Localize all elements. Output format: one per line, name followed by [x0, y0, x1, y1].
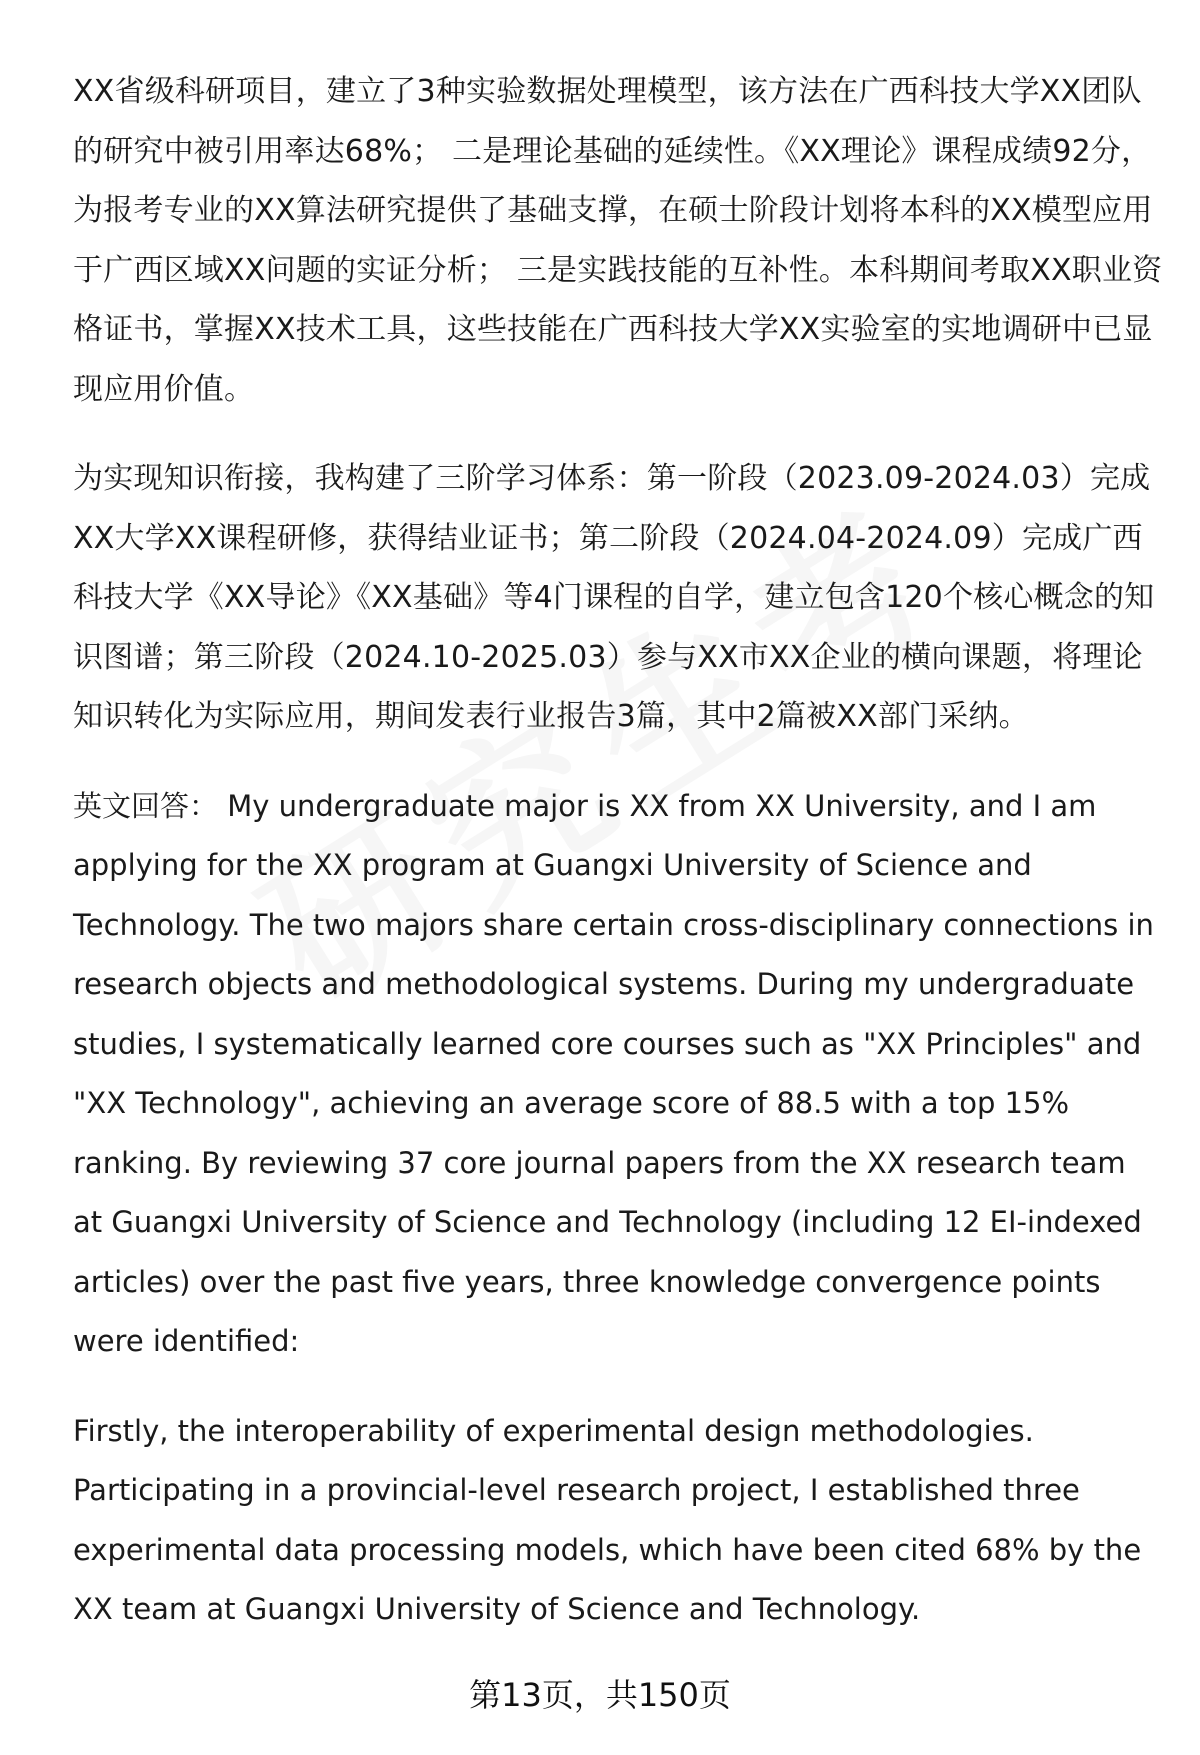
page-number: 第13页，共150页	[469, 1676, 731, 1714]
paragraph-learning-system: 为实现知识衔接，我构建了三阶学习体系：第一阶段（2023.09-2024.03）完成XX大学XX课程研修，获得结业证书；第二阶段（2024.04-2024.09）完成广西科技大学《XX导论》《XX基础》等4门课程的自学，建立包含120个核心概念的知识图谱；第三阶段（2024.10-2025.03）参与XX市XX企业的横向课题，将理论知识转化为实际应用，期间发表行业报告3篇，其中2篇被XX部门采纳。	[73, 461, 1155, 734]
paragraph-english-firstly: Firstly, the interoperability of experimental design methodologies. Participating in a provincial-level research project, I established three experimental data processing models, which have been cited 68% by the XX team at Guangxi University of Science and Technology.	[73, 1413, 1142, 1626]
document-body	[73, 62, 1163, 1670]
paragraph-research-continuity: XX省级科研项目，建立了3种实验数据处理模型，该方法在广西科技大学XX团队的研究中被引用率达68%； 二是理论基础的延续性。《XX理论》课程成绩92分，为报考专业的XX算法研究提供了基础支撑，在硕士阶段计划将本科的XX模型应用于广西区域XX问题的实证分析； 三是实践技能的互补性。本科期间考取XX职业资格证书，掌握XX技术工具，这些技能在广西科技大学XX实验室的实地调研中已显现应用价值。	[73, 74, 1163, 407]
paragraph-english-answer: 英文回答： My undergraduate major is XX from XX University, and I am applying for the XX program at Guangxi University of Science and Technology. The two majors share certain cross-disciplinary connections in research objects and methodological systems. During my undergraduate studies, I systematically learned core courses such as "XX Principles" and "XX Technology", achieving an average score of 88.5 with a top 15% ranking. By reviewing 37 core journal papers from the XX research team at Guangxi University of Science and Technology (including 12 EI-indexed articles) over the past five years, three knowledge convergence points were identified:	[73, 788, 1154, 1358]
